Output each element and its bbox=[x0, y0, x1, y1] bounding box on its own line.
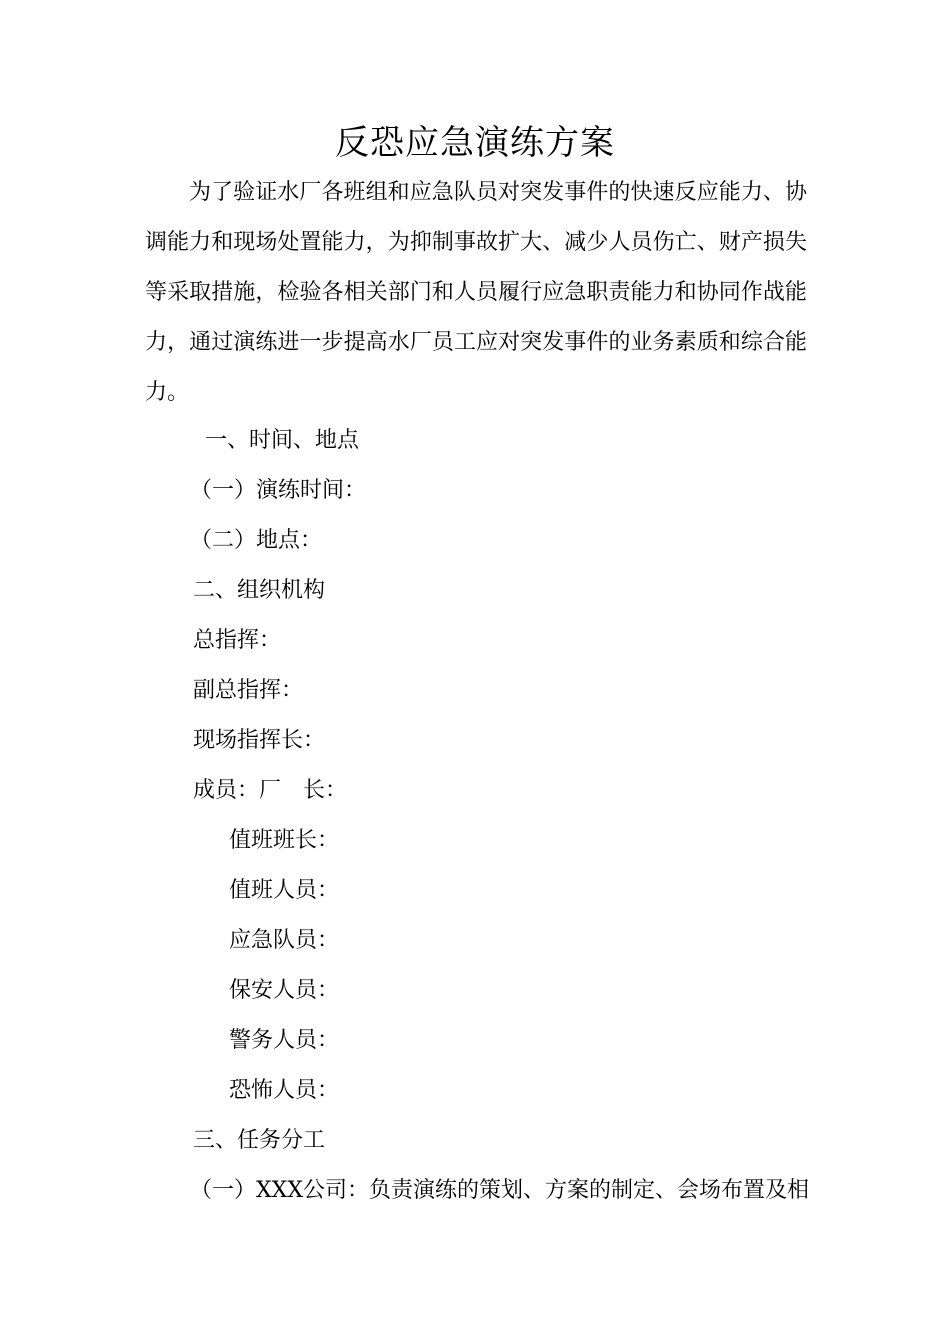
role-deputy-commander: 副总指挥： bbox=[193, 678, 304, 703]
section-heading-time-location: 一、时间、地点 bbox=[205, 428, 360, 453]
role-members-director: 成员：厂 长： bbox=[193, 778, 348, 803]
section-heading-organization: 二、组织机构 bbox=[193, 578, 326, 603]
role-emergency-team: 应急队员： bbox=[229, 928, 340, 953]
role-duty-leader: 值班班长： bbox=[229, 828, 340, 853]
item-location: （二）地点： bbox=[190, 528, 323, 553]
document-title: 反恐应急演练方案 bbox=[335, 123, 615, 163]
role-site-commander: 现场指挥长： bbox=[193, 728, 326, 753]
role-police-staff: 警务人员： bbox=[229, 1028, 340, 1053]
intro-paragraph: 为了验证水厂各班组和应急队员对突发事件的快速反应能力、协调能力和现场处置能力，为抑制事故扩大、减少人员伤亡、财产损失等采取措施，检验各相关部门和人员履行应急职责能力和协同作战能力，通过演练进一步提高水厂员工应对突发事件的业务素质和综合能力。 bbox=[145, 180, 807, 405]
role-terrorist: 恐怖人员： bbox=[229, 1078, 340, 1103]
section-heading-task-division: 三、任务分工 bbox=[193, 1128, 326, 1153]
role-duty-staff: 值班人员： bbox=[229, 878, 340, 903]
task-item-company: （一）XXX公司：负责演练的策划、方案的制定、会场布置及相 bbox=[190, 1178, 809, 1203]
item-drill-time: （一）演练时间： bbox=[190, 478, 367, 503]
role-commander: 总指挥： bbox=[193, 628, 282, 653]
role-security-staff: 保安人员： bbox=[229, 978, 340, 1003]
